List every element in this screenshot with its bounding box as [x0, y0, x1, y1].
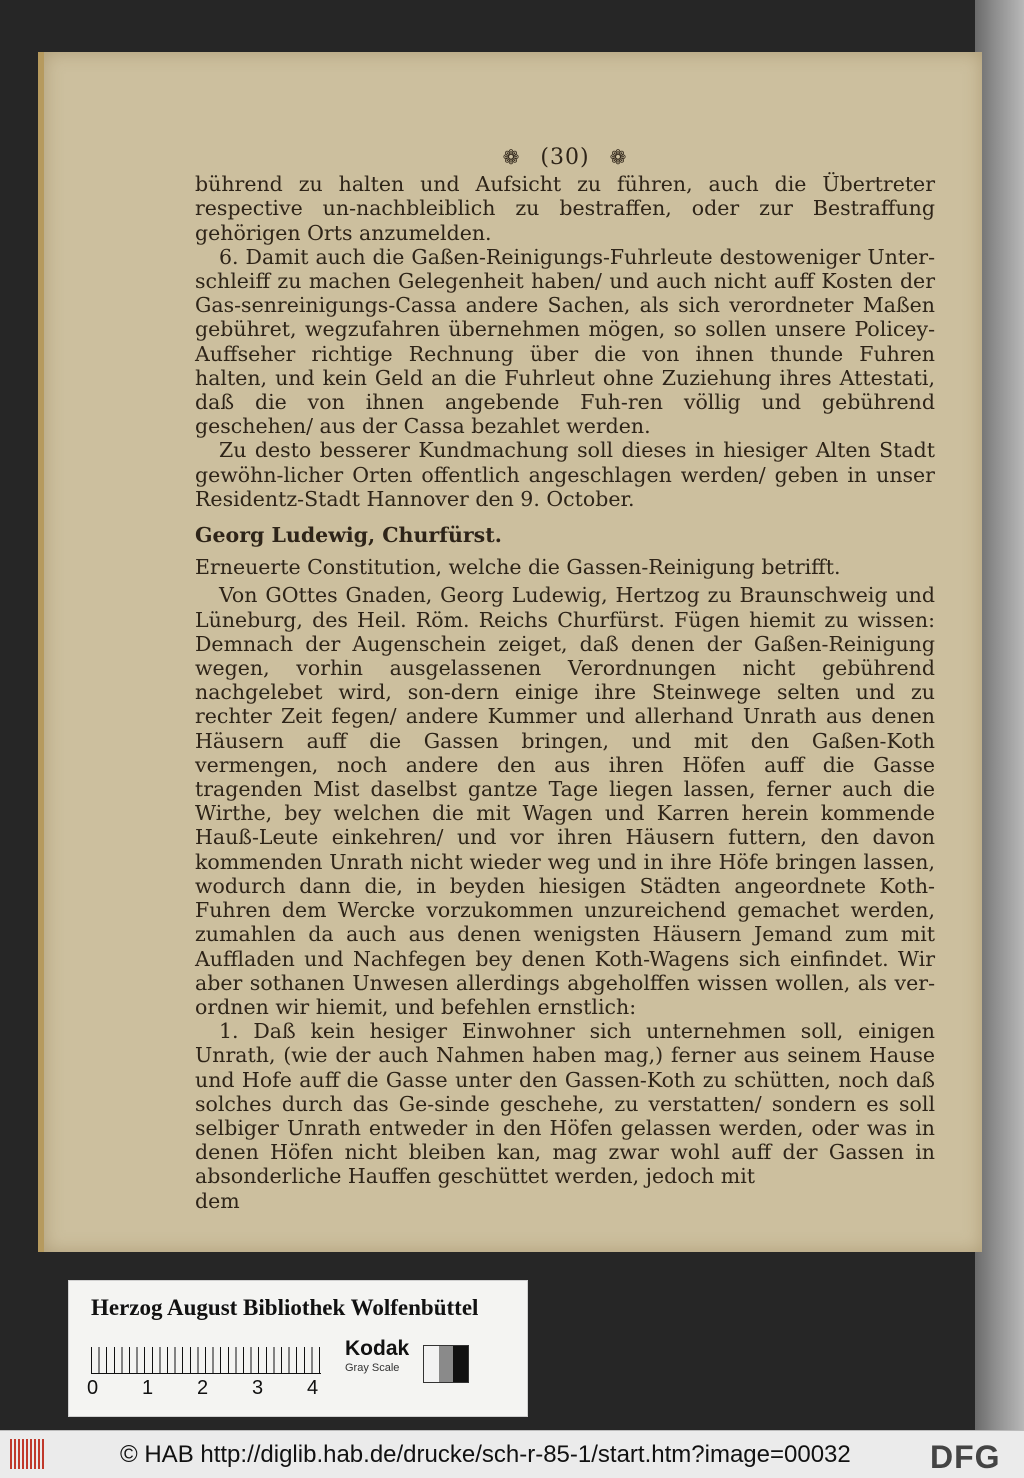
ruler-number: 2 [197, 1377, 209, 1399]
flower-ornament-icon: ❁ [609, 145, 628, 169]
footer-bar [0, 1430, 1024, 1478]
barcode-icon [10, 1439, 46, 1469]
kodak-logo-text: Kodak [345, 1337, 410, 1360]
library-title: Herzog August Bibliothek Wolfenbüttel [91, 1295, 479, 1320]
paragraph: 6. Damit auch die Gaßen-Reinigungs-Fuhrleute destoweniger Unter-schleiff zu machen Gelegenheit haben/ und auch nicht auff Kosten der Gas-senreinigungs-Cassa andere Sachen, als sich verordneter Maßen gebühret, wegzufahren übernehmen mögen, so sollen unsere Policey-Auffseher richtige Rechnung über die von ihnen thunde Fuhren halten, und kein Geld an die Fuhrleut ohne Zuziehung ihres Attestati, daß die von ihnen angebende Fuh-ren völlig und gebührend geschehen/ aus der Cassa bezahlet werden. [195, 244, 935, 439]
ruler-number: 3 [252, 1377, 264, 1399]
ruler-number: 0 [87, 1377, 99, 1399]
gray-swatch [424, 1346, 439, 1382]
paragraph: Zu desto besserer Kundmachung soll dieses in hiesiger Alten Stadt gewöhn-licher Orten offentlich angeschlagen werden/ geben in unser Residentz-Stadt Hannover den 9. October. [195, 438, 935, 511]
dfg-logo: DFG [930, 1439, 1001, 1475]
kodak-brand [345, 1337, 409, 1374]
ruler-numbers [87, 1377, 337, 1403]
gray-swatch [439, 1346, 454, 1382]
background-strip [975, 0, 1024, 1430]
gray-scale-patch [423, 1345, 469, 1383]
kodak-gray-scale-text: Gray Scale [345, 1362, 400, 1374]
page-number [195, 145, 935, 170]
library-label-card [68, 1280, 528, 1417]
signature: Georg Ludewig, Churfürst. [195, 523, 502, 548]
ruler-number: 1 [142, 1377, 154, 1399]
flower-ornament-icon: ❁ [502, 145, 521, 169]
gray-swatch [453, 1346, 468, 1382]
paragraph: Von GOttes Gnaden, Georg Ludewig, Hertzog zu Braunschweig und Lüneburg, des Heil. Röm. Reichs Churfürst. Fügen hiemit zu wissen: Demnach der Augenschein zeiget, daß denen der Gaßen-Reinigung wegen, vorhin ausgelassenen Verordnungen nicht gebührend nachgelebet wird, son-dern einige ihre Steinwege selten und zu rechter Zeit fegen/ andere Kummer und allerhand Unrath aus denen Häusern auff die Gassen bringen, und mit den Gaßen-Koth vermengen, noch andere den aus ihren Höfen auff die Gasse tragenden Mist daselbst gantze Tage liegen lassen, ferner auch die Wirthe, bey welchen die mit Wagen und Karren herein kommende Hauß-Leute einkehren/ und vor ihren Häusern futtern, den davon kommenden Unrath nicht wieder weg und in ihre Höfe bringen lassen, wodurch dann die, in beyden hiesigen Städten angeordnete Koth-Fuhren dem Wercke vorzukommen unzureichend gemachet werden, zumahlen da auch aus denen wenigsten Häusern Jemand zum mit Auffladen und Nachfegen bey denen Koth-Wagens sich einfindet. Wir aber sothanen Unwesen allerdings abgeholffen wissen wollen, als ver-ordnen wir hiemit, und befehlen ernstlich: [195, 583, 935, 1019]
ruler-number: 4 [307, 1377, 319, 1399]
page-number-text: (30) [540, 145, 590, 170]
paragraph: 1. Daß kein hesiger Einwohner sich unternehmen soll, einigen Unrath, (wie der auch Nahmen haben mag,) ferner aus seinem Hause und Hofe auff die Gasse unter den Gassen-Koth zu schütten, noch daß solches durch das Ge-sinde geschehe, zu verstatten/ sondern es soll selbiger Unrath entweder in den Höfen gelassen werden, oder was in denen Höfen nicht bleiben kan, mag zwar wohl auff der Gassen in absonderliche Hauffen geschüttet werden, jedoch mit [195, 1019, 935, 1189]
paragraph: bührend zu halten und Aufsicht zu führen, auch die Übertreter respective un-nachbleiblich zu bestraffen, oder zur Bestraffung gehörigen Orts anzumelden. [195, 172, 935, 245]
section-heading: Erneuerte Constitution, welche die Gassen-Reinigung betrifft. [195, 555, 841, 580]
page-text [195, 145, 935, 1213]
copyright-url[interactable]: © HAB http://diglib.hab.de/drucke/sch-r-85-1/start.htm?image=00032 [120, 1441, 851, 1468]
catchword: dem [195, 1188, 240, 1213]
scale-ruler [91, 1347, 321, 1374]
